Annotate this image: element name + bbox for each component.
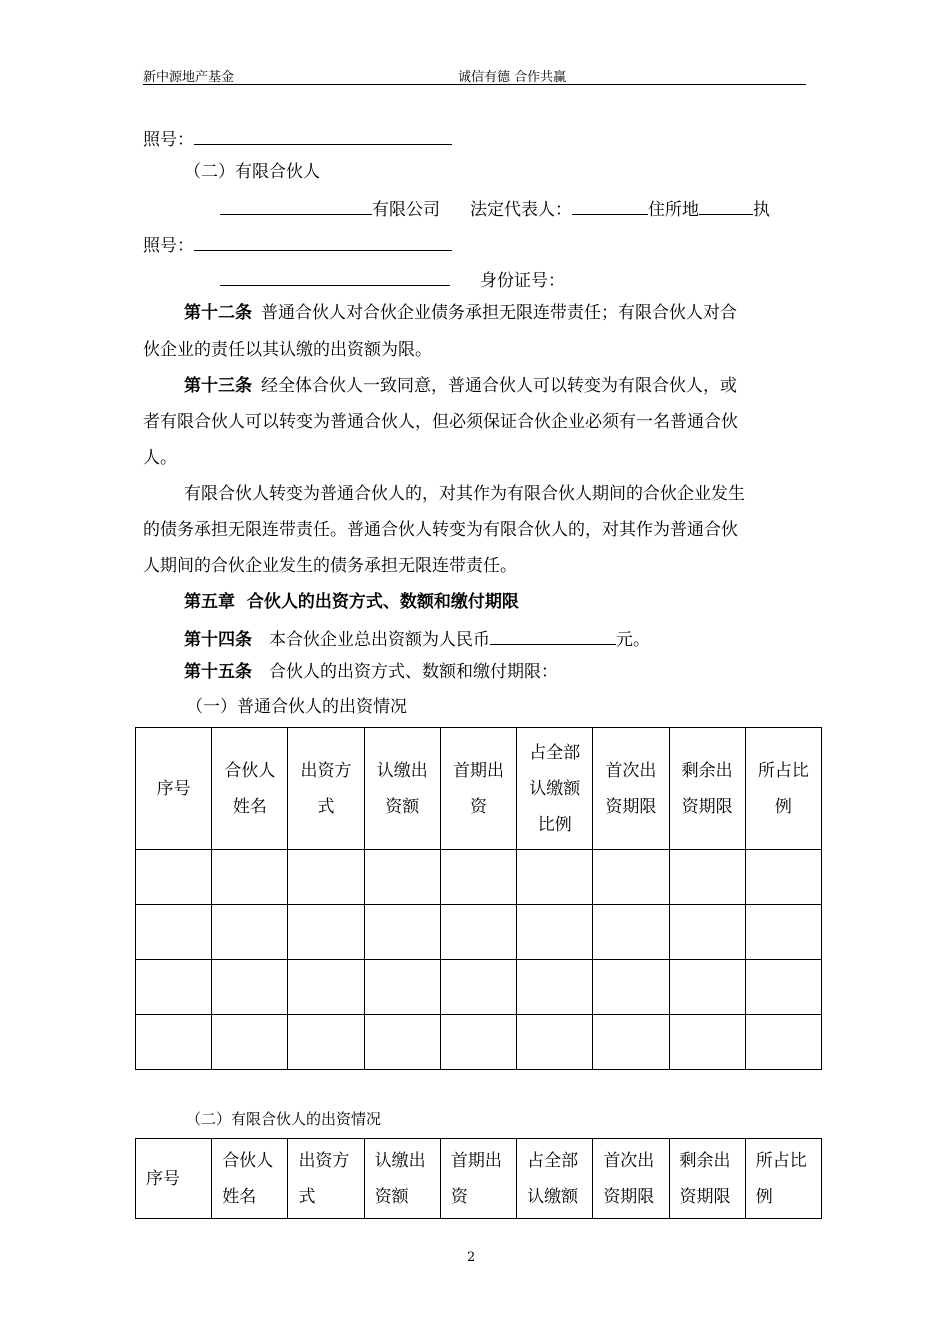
table-cell[interactable] xyxy=(212,850,288,905)
residence-blank xyxy=(699,197,753,215)
table-cell[interactable] xyxy=(136,850,212,905)
header-cell xyxy=(440,728,516,850)
table-1-caption: （一）普通合伙人的出资情况 xyxy=(186,697,407,717)
header-cell-text: 资期限 xyxy=(605,796,657,817)
license-blank xyxy=(194,127,452,145)
header-cell-text: 比例 xyxy=(537,814,572,835)
table-cell[interactable] xyxy=(517,850,593,905)
header-cell-text: 出资方 xyxy=(298,1150,350,1171)
header-cell-text: 姓名 xyxy=(232,796,267,817)
header-cell-text: 首次出 xyxy=(605,760,657,781)
license-blank-2 xyxy=(194,233,452,251)
table-cell[interactable] xyxy=(288,850,364,905)
company-line xyxy=(220,197,770,220)
table-header-row xyxy=(136,728,822,850)
company-blank xyxy=(220,197,372,215)
header-cell xyxy=(136,1139,212,1219)
table-cell[interactable] xyxy=(669,850,745,905)
article-14: 第十四条 本合伙企业总出资额为人民币 元。 xyxy=(184,627,650,650)
residence-label: 住所地 xyxy=(648,200,699,220)
header-cell-text: 序号 xyxy=(146,1168,180,1189)
header-cell-text: 认缴额 xyxy=(527,1186,579,1207)
table-cell[interactable] xyxy=(212,905,288,960)
table-cell[interactable] xyxy=(593,1015,669,1070)
amount-blank xyxy=(490,627,616,645)
header-cell xyxy=(745,728,821,850)
header-cell-text: 例 xyxy=(774,796,792,817)
header-cell xyxy=(364,728,440,850)
table-cell[interactable] xyxy=(517,905,593,960)
table-cell[interactable] xyxy=(136,905,212,960)
article-13-line-3: 人。 xyxy=(143,448,177,468)
table-cell[interactable] xyxy=(212,1015,288,1070)
header-cell xyxy=(288,728,364,850)
header-cell-text: 式 xyxy=(298,1186,316,1207)
header-cell-text: 首次出 xyxy=(603,1150,655,1171)
header-cell xyxy=(212,1139,288,1219)
header-cell-text: 资期限 xyxy=(679,1186,731,1207)
table-cell[interactable] xyxy=(364,850,440,905)
paragraph-line-1: 有限合伙人转变为普通合伙人的，对其作为有限合伙人期间的合伙企业发生 xyxy=(184,484,745,504)
license-label-2: 照号： xyxy=(143,236,194,256)
header-center: 诚信有德 合作共赢 xyxy=(458,70,567,85)
legal-rep-blank xyxy=(572,197,648,215)
header-cell-text: 合伙人 xyxy=(224,760,276,781)
header-cell-text: 资额 xyxy=(385,796,420,817)
general-partner-contribution-table xyxy=(135,727,822,1070)
header-cell-text: 例 xyxy=(755,1186,773,1207)
header-cell-text: 占全部 xyxy=(529,742,581,763)
article-12-title: 第十二条 xyxy=(184,303,252,323)
article-13-title: 第十三条 xyxy=(184,376,252,396)
header-cell xyxy=(669,1139,745,1219)
header-cell-text: 资 xyxy=(469,796,487,817)
header-cell-text: 资额 xyxy=(374,1186,409,1207)
header-cell-text: 资 xyxy=(450,1186,468,1207)
table-cell[interactable] xyxy=(517,1015,593,1070)
header-cell xyxy=(517,728,593,850)
article-15-title: 第十五条 xyxy=(184,662,252,682)
header-cell-text: 资期限 xyxy=(681,796,733,817)
header-cell-text: 剩余出 xyxy=(679,1150,731,1171)
header-cell-text: 占全部 xyxy=(527,1150,579,1171)
table-cell[interactable] xyxy=(745,960,821,1015)
header-cell-text: 所占比 xyxy=(757,760,809,781)
header-cell-text: 认缴出 xyxy=(376,760,428,781)
header-cell-text: 剩余出 xyxy=(681,760,733,781)
article-13-line-1: 第十三条 经全体合伙人一致同意，普通合伙人可以转变为有限合伙人，或 xyxy=(184,376,737,396)
table-cell[interactable] xyxy=(593,905,669,960)
article-12-line-2: 伙企业的责任以其认缴的出资额为限。 xyxy=(143,340,432,360)
table-cell[interactable] xyxy=(364,905,440,960)
license-line-2 xyxy=(143,233,452,256)
limited-partner-contribution-table xyxy=(135,1138,822,1219)
table-row xyxy=(136,960,822,1015)
header-cell-text: 出资方 xyxy=(300,760,352,781)
header-cell-text: 认缴出 xyxy=(374,1150,426,1171)
paragraph-line-3: 人期间的合伙企业发生的债务承担无限连带责任。 xyxy=(143,556,517,576)
header-cell xyxy=(593,1139,669,1219)
table-cell[interactable] xyxy=(745,1015,821,1070)
table-cell[interactable] xyxy=(440,905,516,960)
legal-rep-label: 法定代表人： xyxy=(470,200,572,220)
header-cell xyxy=(364,1139,440,1219)
table-2-caption: （二）有限合伙人的出资情况 xyxy=(186,1110,382,1128)
table-row xyxy=(136,905,822,960)
table-row xyxy=(136,1015,822,1070)
license-label: 照号： xyxy=(143,130,194,150)
header-cell xyxy=(288,1139,364,1219)
table-cell[interactable] xyxy=(440,1015,516,1070)
chapter-5-title: 第五章 合伙人的出资方式、数额和缴付期限 xyxy=(184,592,519,612)
article-13-line-2: 者有限合伙人可以转变为普通合伙人，但必须保证合伙企业必须有一名普通合伙 xyxy=(143,412,738,432)
header-cell-text: 序号 xyxy=(156,778,191,799)
table-cell[interactable] xyxy=(517,960,593,1015)
header-cell-text: 合伙人 xyxy=(222,1150,274,1171)
table-cell[interactable] xyxy=(288,905,364,960)
header-left: 新中源地产基金 xyxy=(143,70,235,85)
name-blank xyxy=(220,268,450,286)
table-cell[interactable] xyxy=(136,960,212,1015)
article-15: 第十五条 合伙人的出资方式、数额和缴付期限： xyxy=(184,662,558,682)
table-cell[interactable] xyxy=(669,960,745,1015)
header-cell xyxy=(136,728,212,850)
table-cell[interactable] xyxy=(669,905,745,960)
header-cell xyxy=(517,1139,593,1219)
paragraph-line-2: 的债务承担无限连带责任。普通合伙人转变为有限合伙人的，对其作为普通合伙 xyxy=(143,520,738,540)
table-cell[interactable] xyxy=(136,1015,212,1070)
table-row xyxy=(136,850,822,905)
table-cell[interactable] xyxy=(669,1015,745,1070)
header-cell xyxy=(212,728,288,850)
header-cell-text: 所占比 xyxy=(755,1150,807,1171)
table-cell[interactable] xyxy=(593,960,669,1015)
table-cell[interactable] xyxy=(364,960,440,1015)
license-line-1 xyxy=(143,127,452,150)
table-cell[interactable] xyxy=(212,960,288,1015)
table-cell[interactable] xyxy=(745,850,821,905)
id-line xyxy=(220,268,565,291)
header-cell-text: 姓名 xyxy=(222,1186,257,1207)
header-cell-text: 首期出 xyxy=(450,1150,502,1171)
article-14-title: 第十四条 xyxy=(184,630,252,650)
header-cell-text: 式 xyxy=(317,796,335,817)
id-label: 身份证号： xyxy=(480,271,565,291)
header-cell xyxy=(440,1139,516,1219)
table-cell[interactable] xyxy=(745,905,821,960)
table-cell[interactable] xyxy=(440,850,516,905)
article-12-line-1: 第十二条 普通合伙人对合伙企业债务承担无限连带责任；有限合伙人对合 xyxy=(184,303,737,323)
section-limited-partner: （二）有限合伙人 xyxy=(184,162,320,182)
header-cell-text: 认缴额 xyxy=(529,778,581,799)
header-cell xyxy=(593,728,669,850)
table-cell[interactable] xyxy=(288,1015,364,1070)
table-header-row xyxy=(136,1139,822,1219)
table-cell[interactable] xyxy=(593,850,669,905)
header-cell xyxy=(745,1139,821,1219)
company-suffix: 有限公司 xyxy=(372,200,440,220)
header-rule xyxy=(143,84,806,85)
table-cell[interactable] xyxy=(364,1015,440,1070)
header-cell-text: 资期限 xyxy=(603,1186,655,1207)
table-cell[interactable] xyxy=(288,960,364,1015)
header-cell-text: 首期出 xyxy=(452,760,504,781)
page-number: 2 xyxy=(467,1250,476,1265)
header-cell xyxy=(669,728,745,850)
exec-tail: 执 xyxy=(753,200,770,220)
table-cell[interactable] xyxy=(440,960,516,1015)
